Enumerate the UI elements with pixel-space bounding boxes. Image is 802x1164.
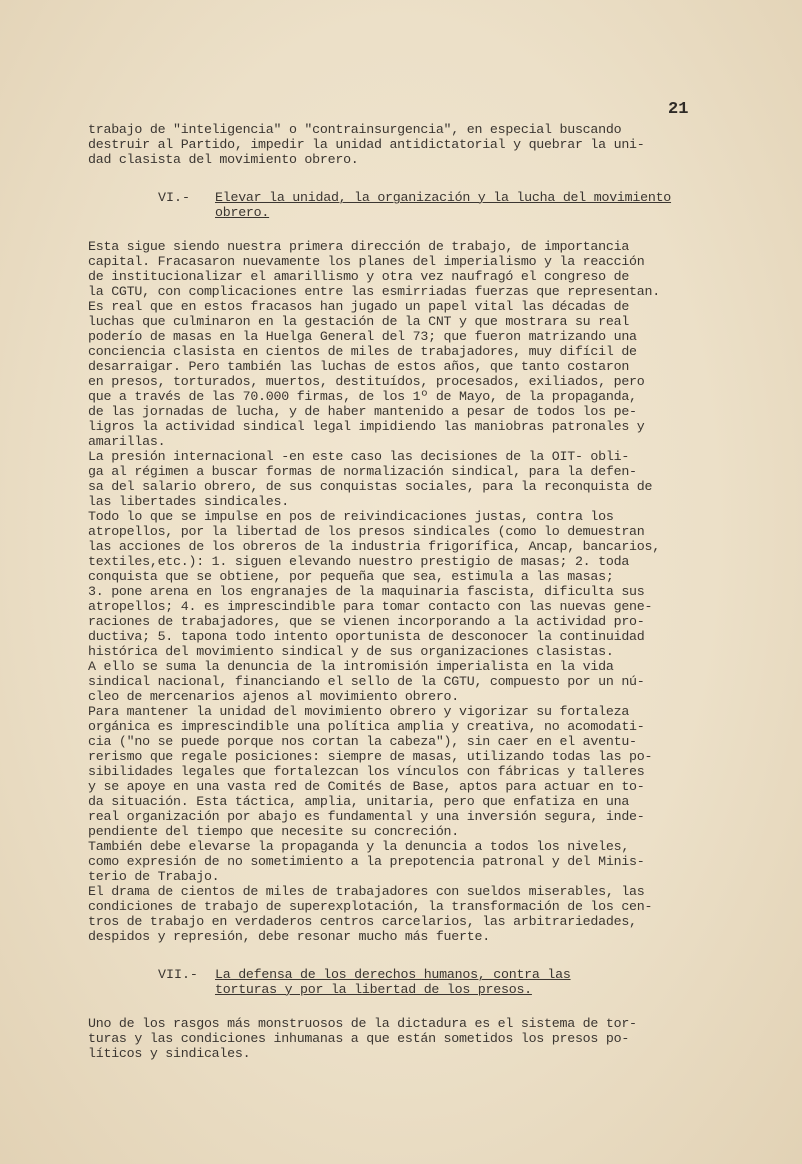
- text-line: tros de trabajo en verdaderos centros carcelarios, las arbitrariedades,: [88, 914, 637, 929]
- text-line: como expresión de no sometimiento a la prepotencia patronal y del Minis-: [88, 854, 645, 869]
- text-line: las acciones de los obreros de la industria frigorífica, Ancap, bancarios,: [88, 539, 660, 554]
- text-line: trabajo de "inteligencia" o "contrainsurgencia", en especial buscando: [88, 122, 622, 137]
- text-line: 3. pone arena en los engranajes de la maquinaria fascista, dificulta sus: [88, 584, 645, 599]
- text-line: cia ("no se puede porque nos cortan la cabeza"), sin caer en el aventu-: [88, 734, 637, 749]
- text-line: Uno de los rasgos más monstruosos de la dictadura es el sistema de tor-: [88, 1016, 637, 1031]
- text-line: Para mantener la unidad del movimiento obrero y vigorizar su fortaleza: [88, 704, 630, 719]
- text-line: sibilidades legales que fortalezcan los vínculos con fábricas y talleres: [88, 764, 645, 779]
- section-7-heading: [158, 967, 748, 997]
- document-body: [88, 122, 748, 1061]
- text-line: textiles,etc.): 1. siguen elevando nuestro prestigio de masas; 2. toda: [88, 554, 630, 569]
- text-line: luchas que culminaron en la gestación de la CNT y que mostrara su real: [88, 314, 630, 329]
- text-line: También debe elevarse la propaganda y la denuncia a todos los niveles,: [88, 839, 630, 854]
- text-line: desarraigar. Pero también las luchas de estos años, que tanto costaron: [88, 359, 630, 374]
- section-6-body: [88, 239, 748, 944]
- text-line: líticos y sindicales.: [88, 1046, 251, 1061]
- text-line: turas y las condiciones inhumanas a que están sometidos los presos po-: [88, 1031, 630, 1046]
- text-line: atropellos; 4. es imprescindible para tomar contacto con las nuevas gene-: [88, 599, 653, 614]
- intro-paragraph: [88, 122, 748, 167]
- text-line: rerismo que regale posiciones: siempre de masas, utilizando todas las po-: [88, 749, 653, 764]
- text-line: sindical nacional, financiando el sello de la CGTU, compuesto por un nú-: [88, 674, 645, 689]
- text-line: las libertades sindicales.: [88, 494, 289, 509]
- section-7-title-line: La defensa de los derechos humanos, contra las: [215, 967, 571, 982]
- text-line: conquista que se obtiene, por pequeña que sea, estimula a las masas;: [88, 569, 614, 584]
- text-line: que a través de las 70.000 firmas, de los 1º de Mayo, de la propaganda,: [88, 389, 637, 404]
- section-6-heading: [158, 190, 748, 220]
- text-line: condiciones de trabajo de superexplotación, la transformación de los cen-: [88, 899, 653, 914]
- section-6-title-line: obrero.: [215, 205, 270, 220]
- text-line: en presos, torturados, muertos, destituídos, procesados, exiliados, pero: [88, 374, 645, 389]
- text-line: poderío de masas en la Huelga General del 73; que fueron matrizando una: [88, 329, 637, 344]
- text-line: de institucionalizar el amarillismo y otra vez naufragó el congreso de: [88, 269, 630, 284]
- section-7-body: [88, 1016, 748, 1061]
- text-line: pendiente del tiempo que necesite su concreción.: [88, 824, 460, 839]
- text-line: ductiva; 5. tapona todo intento oportunista de desconocer la continuidad: [88, 629, 645, 644]
- text-line: La presión internacional -en este caso las decisiones de la OIT- obli-: [88, 449, 630, 464]
- section-7-title-line: torturas y por la libertad de los presos.: [215, 982, 532, 997]
- text-line: Esta sigue siendo nuestra primera dirección de trabajo, de importancia: [88, 239, 630, 254]
- section-6-number: VI.-: [158, 190, 190, 205]
- text-line: raciones de trabajadores, que se vienen incorporando a la actividad pro-: [88, 614, 645, 629]
- text-line: capital. Fracasaron nuevamente los planes del imperialismo y la reacción: [88, 254, 645, 269]
- text-line: El drama de cientos de miles de trabajadores con sueldos miserables, las: [88, 884, 645, 899]
- text-line: la CGTU, con complicaciones entre las esmirriadas fuerzas que representan.: [88, 284, 660, 299]
- text-line: atropellos, por la libertad de los presos sindicales (como lo demuestran: [88, 524, 645, 539]
- text-line: Es real que en estos fracasos han jugado un papel vital las décadas de: [88, 299, 630, 314]
- text-line: amarillas.: [88, 434, 166, 449]
- text-line: cleo de mercenarios ajenos al movimiento obrero.: [88, 689, 460, 704]
- text-line: y se apoye en una vasta red de Comités de Base, aptos para actuar en to-: [88, 779, 645, 794]
- text-line: ligros la actividad sindical legal impidiendo las maniobras patronales y: [88, 419, 645, 434]
- text-line: conciencia clasista en cientos de miles de trabajadores, muy difícil de: [88, 344, 637, 359]
- text-line: sa del salario obrero, de sus conquistas sociales, para la reconquista de: [88, 479, 653, 494]
- text-line: histórica del movimiento sindical y de sus organizaciones clasistas.: [88, 644, 614, 659]
- text-line: real organización por abajo es fundamental y una inversión segura, inde-: [88, 809, 645, 824]
- text-line: ga al régimen a buscar formas de normalización sindical, para la defen-: [88, 464, 637, 479]
- text-line: A ello se suma la denuncia de la intromisión imperialista en la vida: [88, 659, 614, 674]
- text-line: Todo lo que se impulse en pos de reivindicaciones justas, contra los: [88, 509, 614, 524]
- text-line: despidos y represión, debe resonar mucho más fuerte.: [88, 929, 490, 944]
- page-number: 21: [668, 100, 689, 119]
- text-line: terio de Trabajo.: [88, 869, 220, 884]
- section-7-number: VII.-: [158, 967, 198, 982]
- text-line: dad clasista del movimiento obrero.: [88, 152, 359, 167]
- section-6-title-line: Elevar la unidad, la organización y la lucha del movimiento: [215, 190, 672, 205]
- text-line: destruir al Partido, impedir la unidad antidictatorial y quebrar la uni-: [88, 137, 645, 152]
- text-line: de las jornadas de lucha, y de haber mantenido a pesar de todos los pe-: [88, 404, 637, 419]
- text-line: orgánica es imprescindible una política amplia y creativa, no acomodati-: [88, 719, 645, 734]
- text-line: da situación. Esta táctica, amplia, unitaria, pero que enfatiza en una: [88, 794, 630, 809]
